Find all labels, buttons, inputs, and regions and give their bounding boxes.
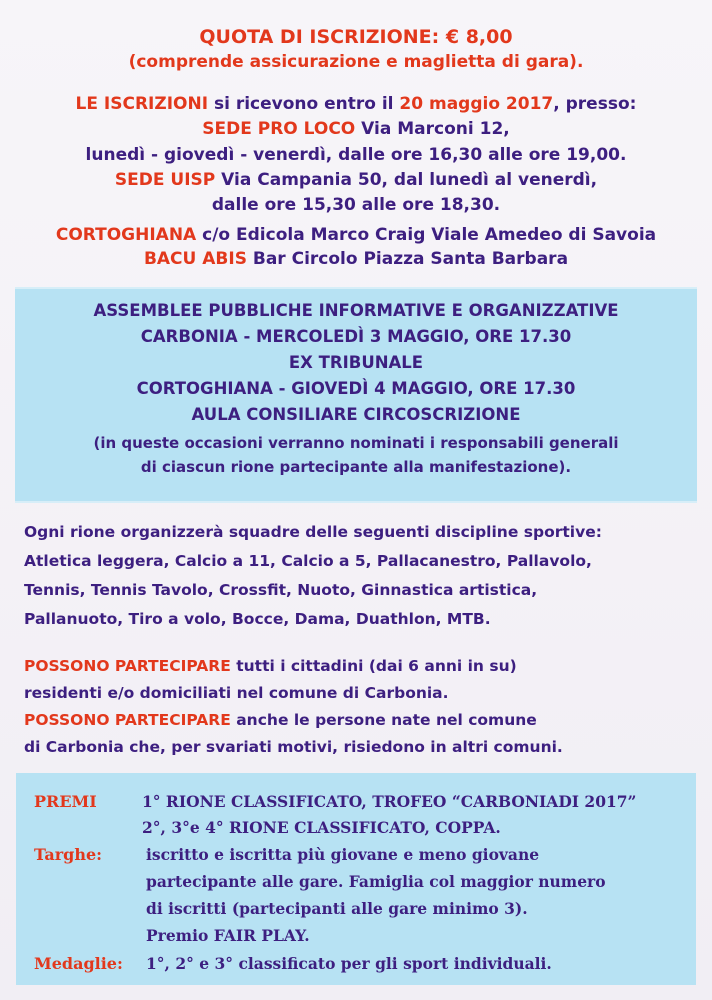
assemblee-carbonia-place: EX TRIBUNALE xyxy=(288,353,424,372)
medaglie-label: Medaglie: xyxy=(34,954,123,973)
quota-title: QUOTA DI ISCRIZIONE: € 8,00 xyxy=(199,26,513,48)
sede-pro-loco-address: Via Marconi 12, xyxy=(355,119,510,139)
targhe-line-2: partecipante alle gare. Famiglia col maggior numero xyxy=(146,872,606,891)
targhe-line-1: iscritto e iscritta più giovane e meno giovane xyxy=(146,845,540,864)
sede-pro-loco-hours: lunedì - giovedì - venerdì, dalle ore 16,30 alle ore 19,00. xyxy=(85,145,627,165)
premi-line-1: 1° RIONE CLASSIFICATO, TROFEO “CARBONIADI 2017” xyxy=(142,792,637,811)
partecipanti-label: POSSONO PARTECIPARE xyxy=(24,657,231,675)
targhe-line-3: di iscritti (partecipanti alle gare minimo 3). xyxy=(146,899,528,918)
sede-uisp xyxy=(0,170,712,190)
assemblee-note-1: (in queste occasioni verranno nominati i responsabili generali xyxy=(93,434,619,452)
partecipanti-text-1: tutti i cittadini (dai 6 anni in su) xyxy=(230,657,517,675)
discipline-list-3: Pallanuoto, Tiro a volo, Bocce, Dama, Duathlon, MTB. xyxy=(24,610,491,628)
sede-uisp-hours: dalle ore 15,30 alle ore 18,30. xyxy=(211,195,501,215)
discipline-list-1: Atletica leggera, Calcio a 11, Calcio a 5, Pallacanestro, Pallavolo, xyxy=(24,552,592,570)
sede-pro-loco xyxy=(0,119,712,139)
assemblee-box xyxy=(15,287,697,503)
sede-uisp-label: SEDE UISP xyxy=(114,170,216,190)
assemblee-carbonia: CARBONIA - MERCOLEDÌ 3 MAGGIO, ORE 17.30 xyxy=(140,327,572,346)
iscrizioni-text: si ricevono entro il xyxy=(208,94,400,114)
partecipanti-1 xyxy=(24,657,517,675)
cortoghiana-point xyxy=(0,225,712,245)
premi-line-2: 2°, 3°e 4° RIONE CLASSIFICATO, COPPA. xyxy=(142,818,501,837)
partecipanti-2: residenti e/o domiciliati nel comune di Carbonia. xyxy=(24,684,449,702)
partecipanti-3 xyxy=(24,711,537,729)
premi-label: PREMI xyxy=(34,792,97,811)
discipline-intro: Ogni rione organizzerà squadre delle seguenti discipline sportive: xyxy=(24,523,602,541)
bacu-abis-label: BACU ABIS xyxy=(143,249,247,269)
assemblee-cortoghiana: CORTOGHIANA - GIOVEDÌ 4 MAGGIO, ORE 17.30 xyxy=(136,379,576,398)
partecipanti-4: di Carbonia che, per svariati motivi, risiedono in altri comuni. xyxy=(24,738,563,756)
targhe-label: Targhe: xyxy=(34,845,103,864)
bacu-abis-point xyxy=(0,249,712,269)
assemblee-note-2: di ciascun rione partecipante alla manifestazione). xyxy=(140,458,572,476)
premi-box xyxy=(16,773,696,985)
assemblee-title: ASSEMBLEE PUBBLICHE INFORMATIVE E ORGANIZZATIVE xyxy=(93,301,619,320)
quota-note: (comprende assicurazione e maglietta di gara). xyxy=(128,52,584,72)
targhe-line-4: Premio FAIR PLAY. xyxy=(146,926,310,945)
sede-pro-loco-label: SEDE PRO LOCO xyxy=(202,119,356,139)
partecipanti-text-3: anche le persone nate nel comune xyxy=(230,711,537,729)
bacu-abis-address: Bar Circolo Piazza Santa Barbara xyxy=(246,249,569,269)
iscrizioni-label: LE ISCRIZIONI xyxy=(75,94,209,114)
sede-uisp-address: Via Campania 50, dal lunedì al venerdì, xyxy=(215,170,598,190)
medaglie-line-1: 1°, 2° e 3° classificato per gli sport individuali. xyxy=(146,954,552,973)
iscrizioni-date: 20 maggio 2017 xyxy=(399,94,554,114)
cortoghiana-label: CORTOGHIANA xyxy=(55,225,197,245)
iscrizioni-intro xyxy=(0,94,712,114)
partecipanti-label-2: POSSONO PARTECIPARE xyxy=(24,711,231,729)
iscrizioni-presso: , presso: xyxy=(553,94,637,114)
assemblee-cortoghiana-place: AULA CONSILIARE CIRCOSCRIZIONE xyxy=(191,405,521,424)
discipline-list-2: Tennis, Tennis Tavolo, Crossfit, Nuoto, Ginnastica artistica, xyxy=(24,581,538,599)
cortoghiana-address: c/o Edicola Marco Craig Viale Amedeo di Savoia xyxy=(196,225,657,245)
